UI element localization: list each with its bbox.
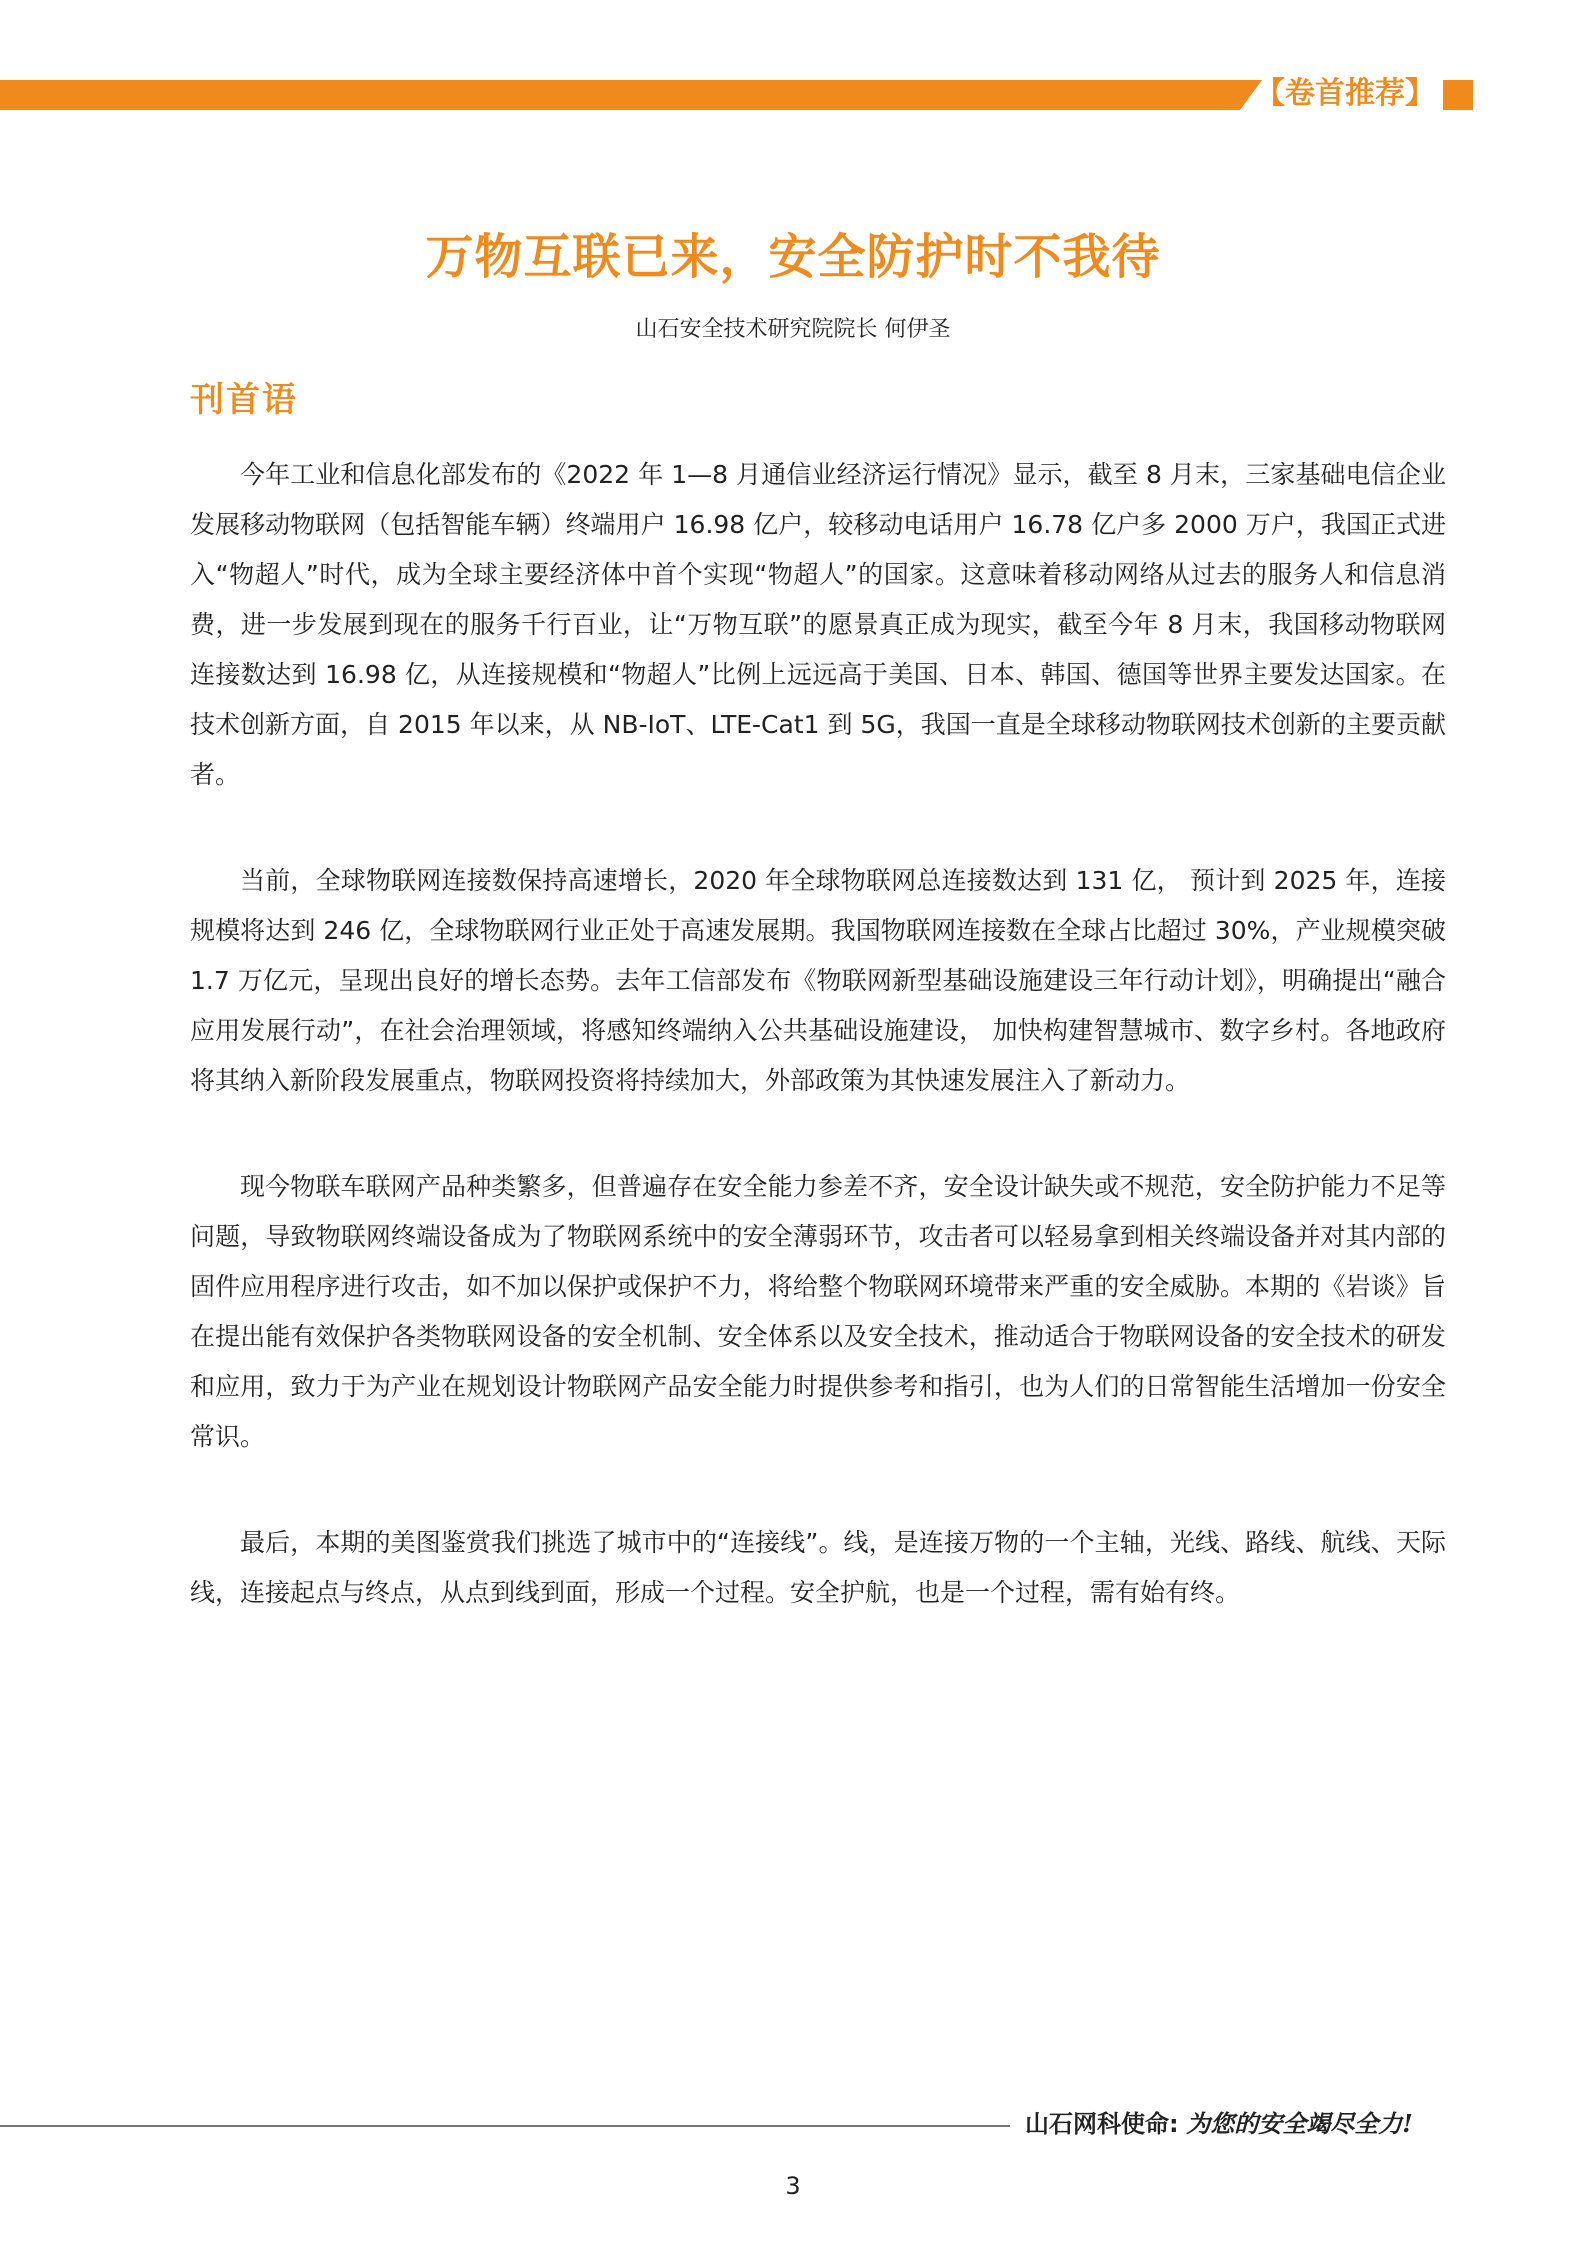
section-heading: 刊首语 xyxy=(190,380,298,420)
footer-motto-slogan: 为您的安全竭尽全力! xyxy=(1186,2109,1413,2138)
header-accent-bar xyxy=(0,80,1240,110)
paragraph: 现今物联车联网产品种类繁多，但普遍存在安全能力参差不齐，安全设计缺失或不规范，安全防护能力不足等问题，导致物联网终端设备成为了物联网系统中的安全薄弱环节，攻击者可以轻易拿到相关终端设备并对其内部的固件应用程序进行攻击，如不加以保护或保护不力，将给整个物联网环境带来严重的安全威胁。本期的《岩谈》旨在提出能有效保护各类物联网设备的安全机制、安全体系以及安全技术，推动适合于物联网设备的安全技术的研发和应用，致力于为产业在规划设计物联网产品安全能力时提供参考和指引，也为人们的日常智能生活增加一份安全常识。 xyxy=(190,1172,1446,1451)
page-title: 万物互联已来，安全防护时不我待 xyxy=(425,229,1161,285)
article-body xyxy=(190,450,1446,1674)
paragraph: 最后，本期的美图鉴赏我们挑选了城市中的“连接线”。线，是连接万物的一个主轴，光线、路线、航线、天际线，连接起点与终点，从点到线到面，形成一个过程。安全护航，也是一个过程，需有始有终。 xyxy=(190,1528,1446,1607)
section-tag-square-icon xyxy=(1443,80,1473,110)
paragraph: 今年工业和信息化部发布的《2022 年 1—8 月通信业经济运行情况》显示，截至 8 月末，三家基础电信企业发展移动物联网（包括智能车辆）终端用户 16.98 亿户，较移动电话用户 16.78 亿户多 2000 万户，我国正式进入“物超人”时代，成为全球主要经济体中首个实现“物超人”的国家。这意味着移动网络从过去的服务人和信息消费，进一步发展到现在的服务千行百业，让“万物互联”的愿景真正成为现实，截至今年 8 月末，我国移动物联网连接数达到 16.98 亿，从连接规模和“物超人”比例上远远高于美国、日本、韩国、德国等世界主要发达国家。在技术创新方面，自 2015 年以来，从 NB-IoT、LTE-Cat1 到 5G，我国一直是全球移动物联网技术创新的主要贡献者。 xyxy=(190,460,1446,789)
page-number: 3 xyxy=(785,2172,801,2200)
footer-divider xyxy=(0,2125,1010,2127)
paragraph: 当前，全球物联网连接数保持高速增长，2020 年全球物联网总连接数达到 131 亿， 预计到 2025 年，连接规模将达到 246 亿，全球物联网行业正处于高速发展期。我国物联网连接数在全球占比超过 30%，产业规模突破 1.7 万亿元，呈现出良好的增长态势。去年工信部发布《物联网新型基础设施建设三年行动计划》，明确提出“融合应用发展行动”，在社会治理领域，将感知终端纳入公共基础设施建设， 加快构建智慧城市、数字乡村。各地政府将其纳入新阶段发展重点，物联网投资将持续加大，外部政策为其快速发展注入了新动力。 xyxy=(190,866,1446,1095)
section-tag: 【卷首推荐】 xyxy=(1255,76,1435,111)
footer-motto-label: 山石网科使命: xyxy=(1025,2110,1179,2138)
author-byline: 山石安全技术研究院院长 何伊圣 xyxy=(635,317,951,342)
footer-motto xyxy=(1025,2104,1413,2144)
